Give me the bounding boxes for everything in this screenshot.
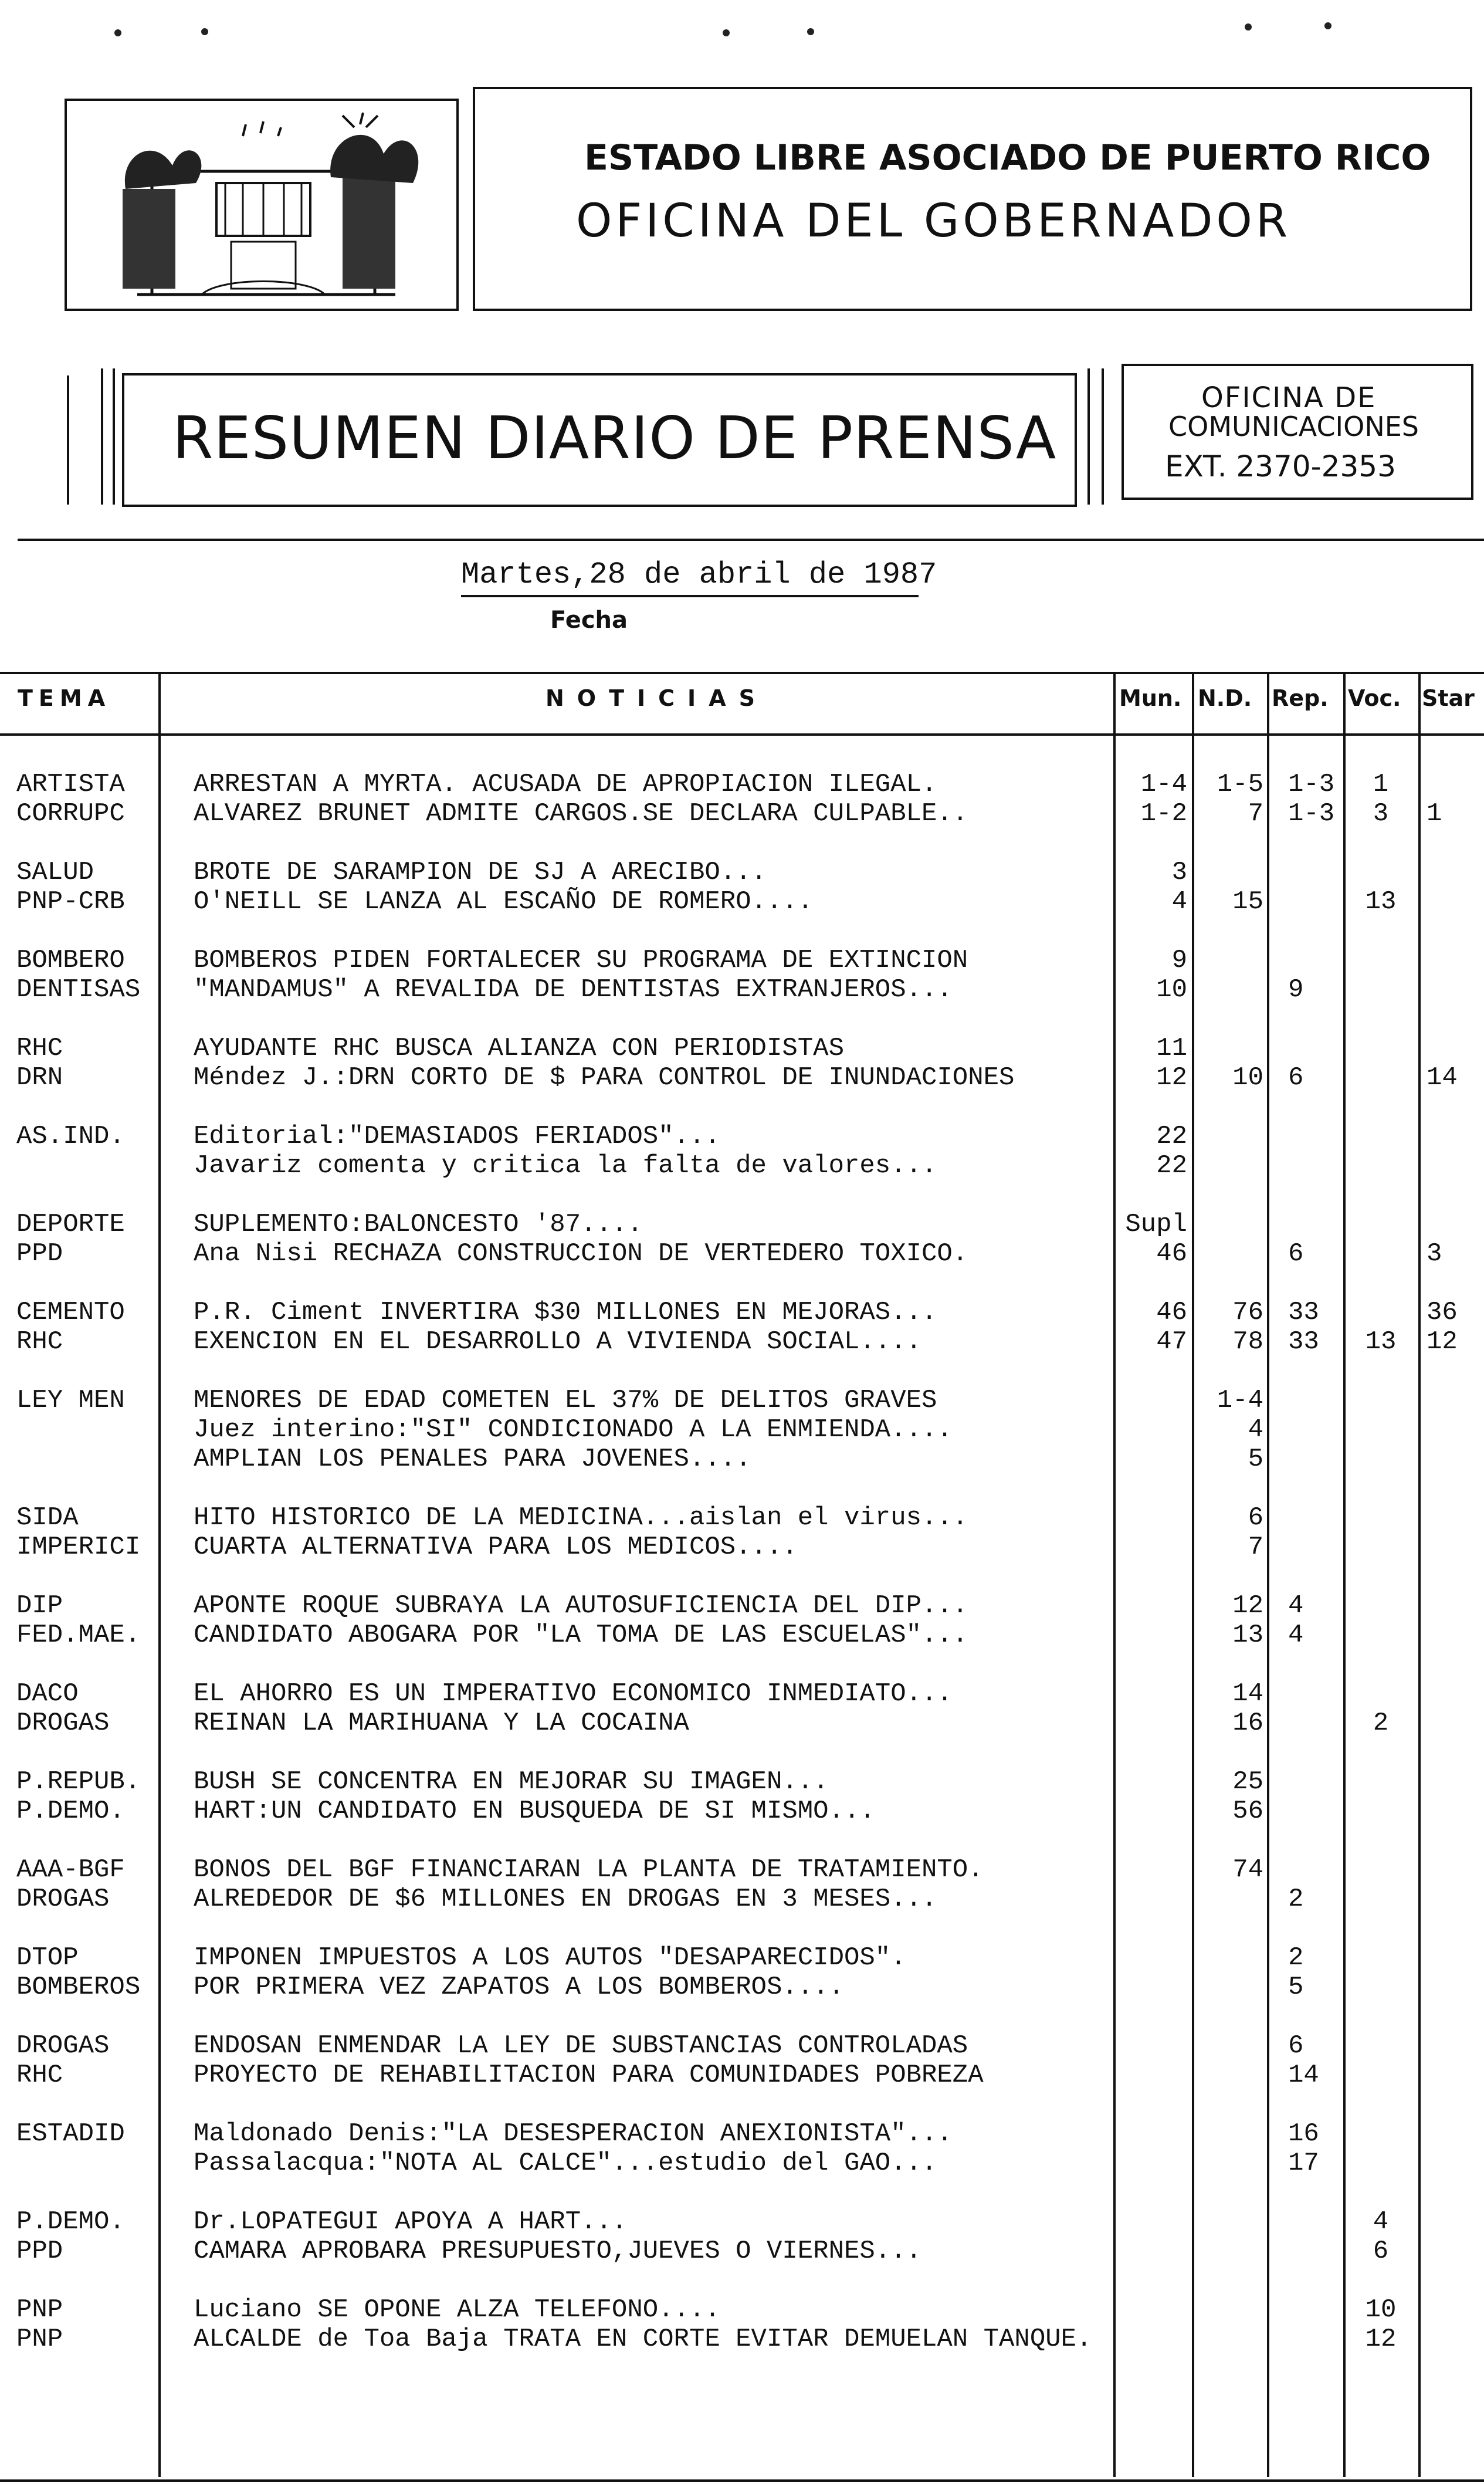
cell-rep: 4 bbox=[1288, 1620, 1304, 1650]
page-title: RESUMEN DIARIO DE PRENSA bbox=[172, 404, 1057, 472]
cell-tema: DIP bbox=[16, 1591, 63, 1620]
cell-noticia: Dr.LOPATEGUI APOYA A HART... bbox=[194, 2207, 628, 2237]
cell-tema: P.DEMO. bbox=[16, 1797, 125, 1826]
cell-noticia: SUPLEMENTO:BALONCESTO '87.... bbox=[194, 1210, 643, 1239]
cell-tema: PNP bbox=[16, 2325, 63, 2354]
cell-noticia: EL AHORRO ES UN IMPERATIVO ECONOMICO INMEDIATO... bbox=[194, 1679, 953, 1709]
cell-tema: BOMBERO bbox=[16, 946, 125, 975]
cell-nd: 10 bbox=[1232, 1063, 1263, 1092]
cell-noticia: MENORES DE EDAD COMETEN EL 37% DE DELITOS GRAVES bbox=[194, 1386, 937, 1415]
office-line2: COMUNICACIONES bbox=[1168, 411, 1419, 442]
cell-rep: 5 bbox=[1288, 1973, 1304, 2002]
cell-nd: 76 bbox=[1232, 1298, 1263, 1327]
cell-mun: 12 bbox=[1156, 1063, 1187, 1092]
cell-voc: 2 bbox=[1373, 1709, 1389, 1738]
date-label: Fecha bbox=[550, 607, 628, 634]
cell-noticia: ARRESTAN A MYRTA. ACUSADA DE APROPIACION ILEGAL. bbox=[194, 770, 937, 799]
cell-mun: 47 bbox=[1156, 1327, 1187, 1356]
cell-mun: 46 bbox=[1156, 1239, 1187, 1268]
cell-rep: 14 bbox=[1288, 2061, 1319, 2090]
cell-mun: 10 bbox=[1156, 975, 1187, 1004]
cell-noticia: AMPLIAN LOS PENALES PARA JOVENES.... bbox=[194, 1444, 751, 1474]
cell-tema: DENTISAS bbox=[16, 975, 141, 1004]
cell-noticia: PROYECTO DE REHABILITACION PARA COMUNIDADES POBREZA bbox=[194, 2061, 984, 2090]
cell-rep: 4 bbox=[1288, 1591, 1304, 1620]
cell-noticia: BROTE DE SARAMPION DE SJ A ARECIBO... bbox=[194, 858, 767, 887]
cell-tema: RHC bbox=[16, 2061, 63, 2090]
cell-rep: 2 bbox=[1288, 1885, 1304, 1914]
cell-nd: 13 bbox=[1232, 1620, 1263, 1650]
cell-tema: PPD bbox=[16, 1239, 63, 1268]
cell-star: 12 bbox=[1427, 1327, 1458, 1356]
cell-noticia: BONOS DEL BGF FINANCIARAN LA PLANTA DE TRATAMIENTO. bbox=[194, 1855, 984, 1885]
cell-rep: 6 bbox=[1288, 1063, 1304, 1092]
cell-noticia: BUSH SE CONCENTRA EN MEJORAR SU IMAGEN... bbox=[194, 1767, 829, 1797]
cell-nd: 56 bbox=[1232, 1797, 1263, 1826]
cell-noticia: Ana Nisi RECHAZA CONSTRUCCION DE VERTEDERO TOXICO. bbox=[194, 1239, 968, 1268]
cell-tema: PPD bbox=[16, 2237, 63, 2266]
cell-noticia: Luciano SE OPONE ALZA TELEFONO.... bbox=[194, 2295, 720, 2325]
cell-noticia: REINAN LA MARIHUANA Y LA COCAINA bbox=[194, 1709, 689, 1738]
cell-rep: 17 bbox=[1288, 2149, 1319, 2178]
cell-noticia: Juez interino:"SI" CONDICIONADO A LA ENMIENDA.... bbox=[194, 1415, 953, 1444]
cell-voc: 6 bbox=[1373, 2237, 1389, 2266]
cell-tema: PNP-CRB bbox=[16, 887, 125, 916]
cell-mun: 22 bbox=[1156, 1122, 1187, 1151]
cell-tema: DRN bbox=[16, 1063, 63, 1092]
cell-star: 36 bbox=[1427, 1298, 1458, 1327]
cell-tema: AS.IND. bbox=[16, 1122, 125, 1151]
cell-nd: 7 bbox=[1248, 1532, 1263, 1562]
header-rep: Rep. bbox=[1272, 685, 1329, 711]
cell-star: 14 bbox=[1427, 1063, 1458, 1092]
office-line1: OFICINA DE bbox=[1201, 381, 1377, 414]
cell-rep: 6 bbox=[1288, 1239, 1304, 1268]
cell-voc: 13 bbox=[1365, 1327, 1397, 1356]
cell-mun: 46 bbox=[1156, 1298, 1187, 1327]
cell-mun: Supl bbox=[1125, 1210, 1187, 1239]
cell-tema: CEMENTO bbox=[16, 1298, 125, 1327]
cell-nd: 14 bbox=[1232, 1679, 1263, 1709]
cell-noticia: HITO HISTORICO DE LA MEDICINA...aislan el virus... bbox=[194, 1503, 968, 1532]
cell-tema: BOMBEROS bbox=[16, 1973, 141, 2002]
cell-rep: 33 bbox=[1288, 1327, 1319, 1356]
cell-mun: 1-2 bbox=[1140, 799, 1187, 828]
cell-noticia: AYUDANTE RHC BUSCA ALIANZA CON PERIODISTAS bbox=[194, 1034, 844, 1063]
cell-voc: 10 bbox=[1365, 2295, 1397, 2325]
cell-noticia: IMPONEN IMPUESTOS A LOS AUTOS "DESAPARECIDOS". bbox=[194, 1943, 906, 1973]
cell-voc: 13 bbox=[1365, 887, 1397, 916]
cell-nd: 4 bbox=[1248, 1415, 1263, 1444]
cell-tema: LEY MEN bbox=[16, 1386, 125, 1415]
cell-rep: 9 bbox=[1288, 975, 1304, 1004]
header-mun: Mun. bbox=[1119, 685, 1182, 711]
cell-mun: 4 bbox=[1171, 887, 1187, 916]
cell-tema: AAA-BGF bbox=[16, 1855, 125, 1885]
cell-noticia: ALCALDE de Toa Baja TRATA EN CORTE EVITAR DEMUELAN TANQUE. bbox=[194, 2325, 1092, 2354]
header-star: Star bbox=[1422, 685, 1475, 711]
cell-noticia: BOMBEROS PIDEN FORTALECER SU PROGRAMA DE EXTINCION bbox=[194, 946, 968, 975]
cell-noticia: CANDIDATO ABOGARA POR "LA TOMA DE LAS ESCUELAS"... bbox=[194, 1620, 968, 1650]
cell-noticia: Editorial:"DEMASIADOS FERIADOS"... bbox=[194, 1122, 720, 1151]
cell-noticia: HART:UN CANDIDATO EN BUSQUEDA DE SI MISMO... bbox=[194, 1797, 875, 1826]
office-line3: EXT. 2370-2353 bbox=[1165, 449, 1396, 483]
cell-noticia: ALVAREZ BRUNET ADMITE CARGOS.SE DECLARA CULPABLE.. bbox=[194, 799, 968, 828]
cell-nd: 74 bbox=[1232, 1855, 1263, 1885]
cell-tema: IMPERICI bbox=[16, 1532, 141, 1562]
cell-noticia: Méndez J.:DRN CORTO DE $ PARA CONTROL DE INUNDACIONES bbox=[194, 1063, 1015, 1092]
cell-mun: 22 bbox=[1156, 1151, 1187, 1180]
cell-nd: 6 bbox=[1248, 1503, 1263, 1532]
cell-noticia: APONTE ROQUE SUBRAYA LA AUTOSUFICIENCIA DEL DIP... bbox=[194, 1591, 968, 1620]
cell-tema: CORRUPC bbox=[16, 799, 125, 828]
cell-tema: PNP bbox=[16, 2295, 63, 2325]
cell-tema: P.REPUB. bbox=[16, 1767, 141, 1797]
cell-tema: FED.MAE. bbox=[16, 1620, 141, 1650]
header-voc: Voc. bbox=[1348, 685, 1401, 711]
cell-rep: 6 bbox=[1288, 2031, 1304, 2061]
cell-noticia: O'NEILL SE LANZA AL ESCAÑO DE ROMERO.... bbox=[194, 887, 814, 916]
cell-noticia: Javariz comenta y critica la falta de valores... bbox=[194, 1151, 937, 1180]
cell-tema: DROGAS bbox=[16, 1885, 110, 1914]
cell-nd: 78 bbox=[1232, 1327, 1263, 1356]
cell-mun: 11 bbox=[1156, 1034, 1187, 1063]
header-noticias: NOTICIAS bbox=[546, 685, 768, 711]
cell-tema: DACO bbox=[16, 1679, 79, 1709]
cell-noticia: Maldonado Denis:"LA DESESPERACION ANEXIONISTA"... bbox=[194, 2119, 953, 2149]
cell-tema: DEPORTE bbox=[16, 1210, 125, 1239]
cell-rep: 1-3 bbox=[1288, 770, 1335, 799]
cell-nd: 16 bbox=[1232, 1709, 1263, 1738]
cell-noticia: Passalacqua:"NOTA AL CALCE"...estudio del GAO... bbox=[194, 2149, 937, 2178]
cell-rep: 33 bbox=[1288, 1298, 1319, 1327]
cell-noticia: ALREDEDOR DE $6 MILLONES EN DROGAS EN 3 MESES... bbox=[194, 1885, 937, 1914]
cell-rep: 1-3 bbox=[1288, 799, 1335, 828]
cell-noticia: "MANDAMUS" A REVALIDA DE DENTISTAS EXTRANJEROS... bbox=[194, 975, 953, 1004]
cell-tema: SALUD bbox=[16, 858, 94, 887]
cell-tema: DTOP bbox=[16, 1943, 79, 1973]
cell-noticia: EXENCION EN EL DESARROLLO A VIVIENDA SOCIAL.... bbox=[194, 1327, 922, 1356]
cell-tema: P.DEMO. bbox=[16, 2207, 125, 2237]
cell-nd: 1-4 bbox=[1217, 1386, 1263, 1415]
cell-voc: 4 bbox=[1373, 2207, 1389, 2237]
cell-star: 1 bbox=[1427, 799, 1442, 828]
cell-noticia: POR PRIMERA VEZ ZAPATOS A LOS BOMBEROS.... bbox=[194, 1973, 844, 2002]
header-line2: OFICINA DEL GOBERNADOR bbox=[576, 195, 1292, 248]
cell-tema: ESTADID bbox=[16, 2119, 125, 2149]
cell-mun: 3 bbox=[1171, 858, 1187, 887]
cell-noticia: CUARTA ALTERNATIVA PARA LOS MEDICOS.... bbox=[194, 1532, 798, 1562]
cell-star: 3 bbox=[1427, 1239, 1442, 1268]
cell-tema: RHC bbox=[16, 1327, 63, 1356]
header-nd: N.D. bbox=[1198, 685, 1252, 711]
cell-tema: ARTISTA bbox=[16, 770, 125, 799]
cell-nd: 1-5 bbox=[1217, 770, 1263, 799]
cell-noticia: CAMARA APROBARA PRESUPUESTO,JUEVES O VIERNES... bbox=[194, 2237, 922, 2266]
cell-voc: 3 bbox=[1373, 799, 1389, 828]
cell-tema: RHC bbox=[16, 1034, 63, 1063]
cell-voc: 1 bbox=[1373, 770, 1389, 799]
cell-tema: DROGAS bbox=[16, 2031, 110, 2061]
cell-tema: DROGAS bbox=[16, 1709, 110, 1738]
cell-rep: 16 bbox=[1288, 2119, 1319, 2149]
cell-tema: SIDA bbox=[16, 1503, 79, 1532]
cell-nd: 7 bbox=[1248, 799, 1263, 828]
header-line1: ESTADO LIBRE ASOCIADO DE PUERTO RICO bbox=[584, 137, 1431, 178]
cell-nd: 15 bbox=[1232, 887, 1263, 916]
cell-mun: 1-4 bbox=[1140, 770, 1187, 799]
report-date: Martes,28 de abril de 1987 bbox=[461, 557, 937, 592]
cell-nd: 25 bbox=[1232, 1767, 1263, 1797]
cell-voc: 12 bbox=[1365, 2325, 1397, 2354]
header-tema: TEMA bbox=[18, 685, 111, 711]
cell-nd: 5 bbox=[1248, 1444, 1263, 1474]
cell-mun: 9 bbox=[1171, 946, 1187, 975]
cell-noticia: P.R. Ciment INVERTIRA $30 MILLONES EN MEJORAS... bbox=[194, 1298, 937, 1327]
cell-noticia: ENDOSAN ENMENDAR LA LEY DE SUBSTANCIAS CONTROLADAS bbox=[194, 2031, 968, 2061]
cell-rep: 2 bbox=[1288, 1943, 1304, 1973]
cell-nd: 12 bbox=[1232, 1591, 1263, 1620]
